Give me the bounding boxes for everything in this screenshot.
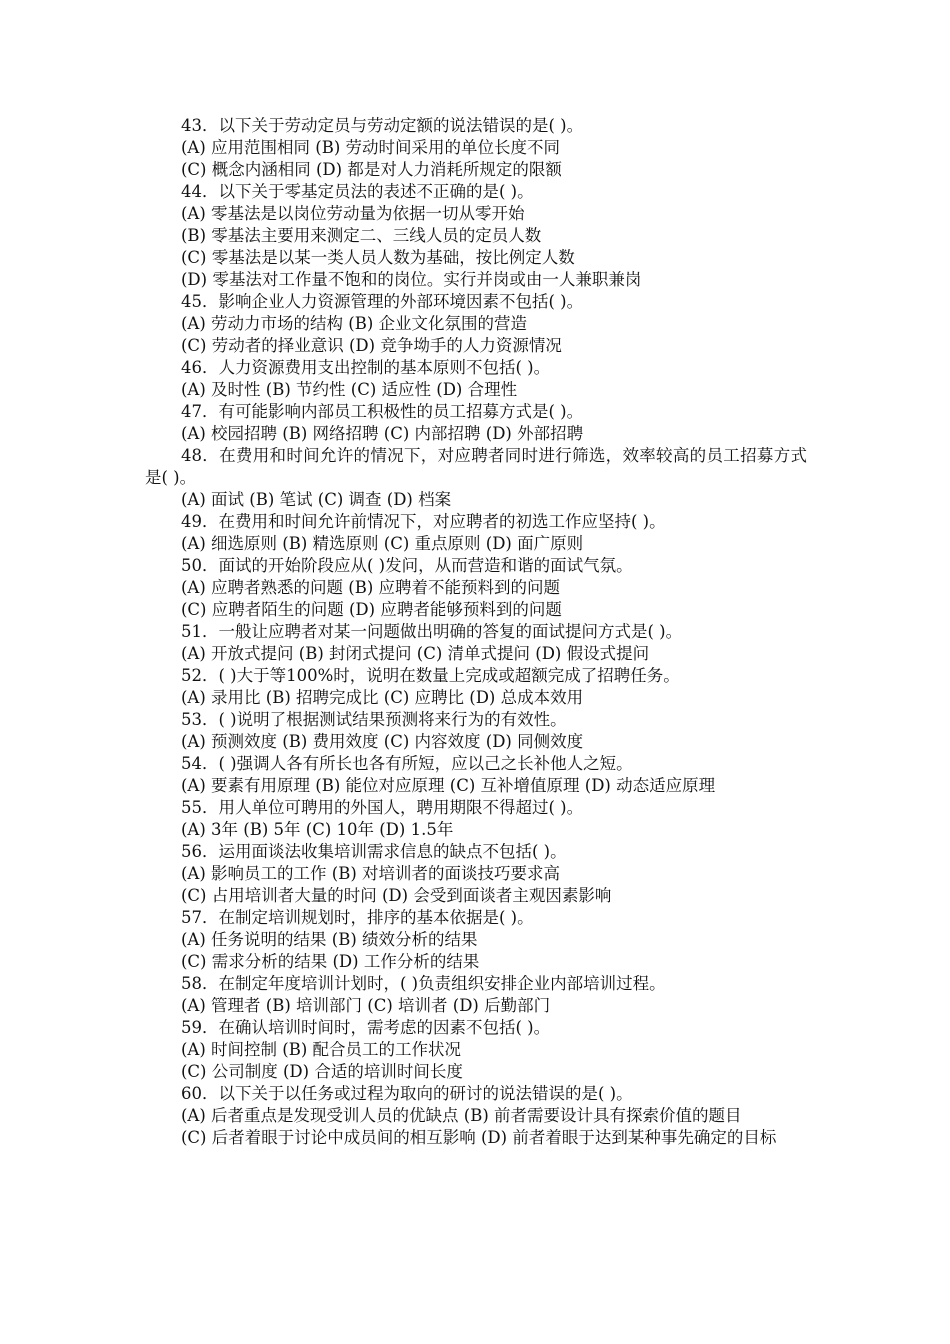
options-49: (A) 细选原则 (B) 精选原则 (C) 重点原则 (D) 面广原则 <box>181 534 584 553</box>
question-45: 45．影响企业人力资源管理的外部环境因素不包括( )。 <box>181 292 584 311</box>
option-44-c: (C) 零基法是以某一类人员人数为基础，按比例定人数 <box>181 248 575 267</box>
options-53: (A) 预测效度 (B) 费用效度 (C) 内容效度 (D) 同侧效度 <box>181 732 584 751</box>
options-48: (A) 面试 (B) 笔试 (C) 调查 (D) 档案 <box>181 490 452 509</box>
options-43-cd: (C) 概念内涵相同 (D) 都是对人力消耗所规定的限额 <box>181 160 562 179</box>
question-56: 56．运用面谈法收集培训需求信息的缺点不包括( )。 <box>181 842 567 861</box>
options-59-cd: (C) 公司制度 (D) 合适的培训时间长度 <box>181 1062 463 1081</box>
options-50-ab: (A) 应聘者熟悉的问题 (B) 应聘着不能预料到的问题 <box>181 578 561 597</box>
options-46: (A) 及时性 (B) 节约性 (C) 适应性 (D) 合理性 <box>181 380 518 399</box>
question-58: 58．在制定年度培训计划时，( )负责组织安排企业内部培训过程。 <box>181 974 666 993</box>
option-44-b: (B) 零基法主要用来测定二、三线人员的定员人数 <box>181 226 542 245</box>
options-54: (A) 要素有用原理 (B) 能位对应原理 (C) 互补增值原理 (D) 动态适应原理 <box>181 776 716 795</box>
option-44-a: (A) 零基法是以岗位劳动量为依据一切从零开始 <box>181 204 525 223</box>
question-54: 54．( )强调人各有所长也各有所短，应以己之长补他人之短。 <box>181 754 633 773</box>
question-47: 47．有可能影响内部员工积极性的员工招募方式是( )。 <box>181 402 584 421</box>
question-43: 43．以下关于劳动定员与劳动定额的说法错误的是( )。 <box>181 116 584 135</box>
options-45-ab: (A) 劳动力市场的结构 (B) 企业文化氛围的营造 <box>181 314 528 333</box>
question-44: 44．以下关于零基定员法的表述不正确的是( )。 <box>181 182 534 201</box>
question-48: 48．在费用和时间允许的情况下，对应聘者同时进行筛选，效率较高的员工招募方式是( )。 <box>145 446 807 487</box>
document-page <box>145 115 807 1149</box>
question-60: 60．以下关于以任务或过程为取向的研讨的说法错误的是( )。 <box>181 1084 633 1103</box>
options-57-cd: (C) 需求分析的结果 (D) 工作分析的结果 <box>181 952 480 971</box>
options-43-ab: (A) 应用范围相同 (B) 劳动时间采用的单位长度不同 <box>181 138 561 157</box>
options-57-ab: (A) 任务说明的结果 (B) 绩效分析的结果 <box>181 930 478 949</box>
options-51: (A) 开放式提问 (B) 封闭式提问 (C) 清单式提问 (D) 假设式提问 <box>181 644 650 663</box>
options-56-ab: (A) 影响员工的工作 (B) 对培训者的面谈技巧要求高 <box>181 864 561 883</box>
question-53: 53．( )说明了根据测试结果预测将来行为的有效性。 <box>181 710 567 729</box>
options-50-cd: (C) 应聘者陌生的问题 (D) 应聘者能够预料到的问题 <box>181 600 562 619</box>
question-59: 59．在确认培训时间时，需考虑的因素不包括( )。 <box>181 1018 551 1037</box>
options-60-cd: (C) 后者着眼于讨论中成员间的相互影响 (D) 前者着眼于达到某种事先确定的目标 <box>181 1128 777 1147</box>
options-47: (A) 校园招聘 (B) 网络招聘 (C) 内部招聘 (D) 外部招聘 <box>181 424 584 443</box>
question-50: 50．面试的开始阶段应从( )发问，从而营造和谐的面试气氛。 <box>181 556 633 575</box>
question-57: 57．在制定培训规划时，排序的基本依据是( )。 <box>181 908 534 927</box>
options-52: (A) 录用比 (B) 招聘完成比 (C) 应聘比 (D) 总成本效用 <box>181 688 584 707</box>
question-49: 49．在费用和时间允许前情况下，对应聘者的初选工作应坚持( )。 <box>181 512 666 531</box>
option-44-d: (D) 零基法对工作量不饱和的岗位。实行并岗或由一人兼职兼岗 <box>181 270 642 289</box>
options-45-cd: (C) 劳动者的择业意识 (D) 竞争坳手的人力资源情况 <box>181 336 562 355</box>
question-51: 51．一般让应聘者对某一问题做出明确的答复的面试提问方式是( )。 <box>181 622 683 641</box>
question-55: 55．用人单位可聘用的外国人，聘用期限不得超过( )。 <box>181 798 584 817</box>
options-58: (A) 管理者 (B) 培训部门 (C) 培训者 (D) 后勤部门 <box>181 996 551 1015</box>
options-55: (A) 3年 (B) 5年 (C) 10年 (D) 1.5年 <box>181 820 454 839</box>
options-59-ab: (A) 时间控制 (B) 配合员工的工作状况 <box>181 1040 462 1059</box>
options-56-cd: (C) 占用培训者大量的时问 (D) 会受到面谈者主观因素影响 <box>181 886 612 905</box>
question-46: 46．人力资源费用支出控制的基本原则不包括( )。 <box>181 358 551 377</box>
question-52: 52．( )大于等100%时，说明在数量上完成或超额完成了招聘任务。 <box>181 666 680 685</box>
options-60-ab: (A) 后者重点是发现受训人员的优缺点 (B) 前者需要设计具有探索价值的题目 <box>181 1106 742 1125</box>
